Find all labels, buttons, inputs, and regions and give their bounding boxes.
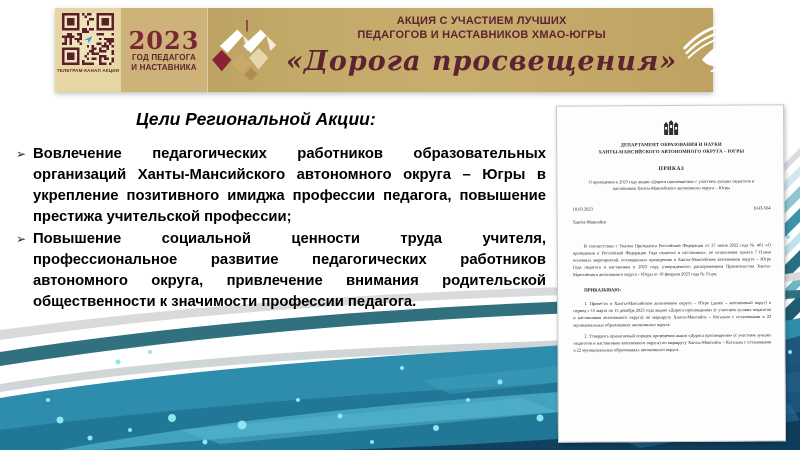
bullet-arrow-icon: ➢	[16, 232, 27, 246]
list-item	[16, 229, 546, 313]
page-title: Цели Региональной Акции:	[136, 109, 376, 129]
document-city: Ханты-Мансийск	[572, 219, 607, 225]
bullet-arrow-icon: ➢	[16, 147, 27, 161]
campaign-name: «Дорога просвещения»	[286, 45, 678, 77]
document-org-line1: ДЕПАРТАМЕНТ ОБРАЗОВАНИЯ И НАУКИ	[620, 142, 722, 148]
document-item-1: 1. Провести в Ханты-Мансийском автономном округе – Югре (далее – автономный округ) в период с 15 марта по 15 декабря 2023 года акцию «Дорога просвещения» (с участием лучших педагогов и наставников автономного округа) по маршруту Ханты-Мансийск – Когалым с остановками в 22 муниципальных образованиях автономного округа.	[573, 299, 772, 328]
banner-subtitle-line2: ПЕДАГОГОВ И НАСТАВНИКОВ ХМАО-ЮГРЫ	[357, 28, 606, 41]
diamond-crane-icon	[208, 8, 286, 92]
banner-text-block	[286, 8, 677, 92]
banner-subtitle-line1: АКЦИЯ С УЧАСТИЕМ ЛУЧШИХ	[396, 15, 567, 27]
document-item-2: 2. Утвердить прилагаемый порядок проведения акции «Дорога просвещения» (с участием лучших педагогов и наставников автономного округа) по маршруту Ханты-Мансийск – Когалым с остановками в 22 муниципальных образованиях автономного округа.	[573, 332, 772, 353]
document-preamble: В соответствии с Указом Президента Российской Федерации от 27 июня 2022 года № 401 «О проведении в Российской Федерации Года педагога и наставника», во исполнение пункта 7 Плана основных мероприятий, посвященных проведению в Ханты-Мансийском автономном округе – Югре Года педагога и наставника в 2023 году, утвержденного распоряжением Правительства Ханты-Мансийского автономного округа – Югры от 10 февраля 2023 года № 51-рп,	[572, 242, 771, 277]
document-org-line2: ХАНТЫ-МАНСИЙСКОГО АВТОНОМНОГО ОКРУГА – ЮГРЫ	[598, 148, 745, 155]
year-logo-line1: ГОД ПЕДАГОГА	[132, 53, 196, 62]
header-banner	[55, 8, 713, 92]
document-order-word: ПРИКАЗЫВАЮ:	[584, 287, 622, 293]
qr-code	[62, 13, 114, 65]
goals-list	[16, 144, 546, 314]
year-logo-line2: И НАСТАВНИКА	[131, 63, 197, 72]
banner-left-section	[55, 8, 208, 92]
goal-text: Вовлечение педагогических работников образовательных организаций Ханты-Мансийского автономного округа – Югры в укрепление позитивного имиджа профессии педагога, повышение престижа учительской профессии;	[33, 146, 546, 225]
qr-caption: ТЕЛЕГРАМ-КАНАЛ АКЦИИ	[56, 68, 120, 73]
year-2023-logo	[121, 8, 207, 92]
coat-of-arms-icon	[572, 118, 770, 136]
goal-text: Повышение социальной ценности труда учителя, профессиональное развитие педагогических работников автономного округа, привлечение внимания родительской общественности к значимости профессии педагога.	[33, 231, 546, 310]
year-2023-text: 2023	[128, 26, 200, 55]
document-subject: О проведении в 2023 году акции «Дорога просвещения» с участием лучших педагогов и наставников Ханты-Мансийского автономного округа – Югры	[588, 178, 755, 192]
document-content	[557, 105, 786, 442]
document-type: ПРИКАЗ	[658, 165, 685, 172]
document-date: 10.03.2023	[572, 206, 593, 212]
list-item	[16, 144, 546, 228]
crane-book-icon	[677, 8, 773, 92]
document-org-name	[572, 141, 770, 156]
document-number: 10-П-564	[753, 205, 771, 211]
qr-panel	[55, 8, 121, 92]
official-order-document	[556, 104, 786, 442]
document-date-row	[573, 205, 771, 211]
